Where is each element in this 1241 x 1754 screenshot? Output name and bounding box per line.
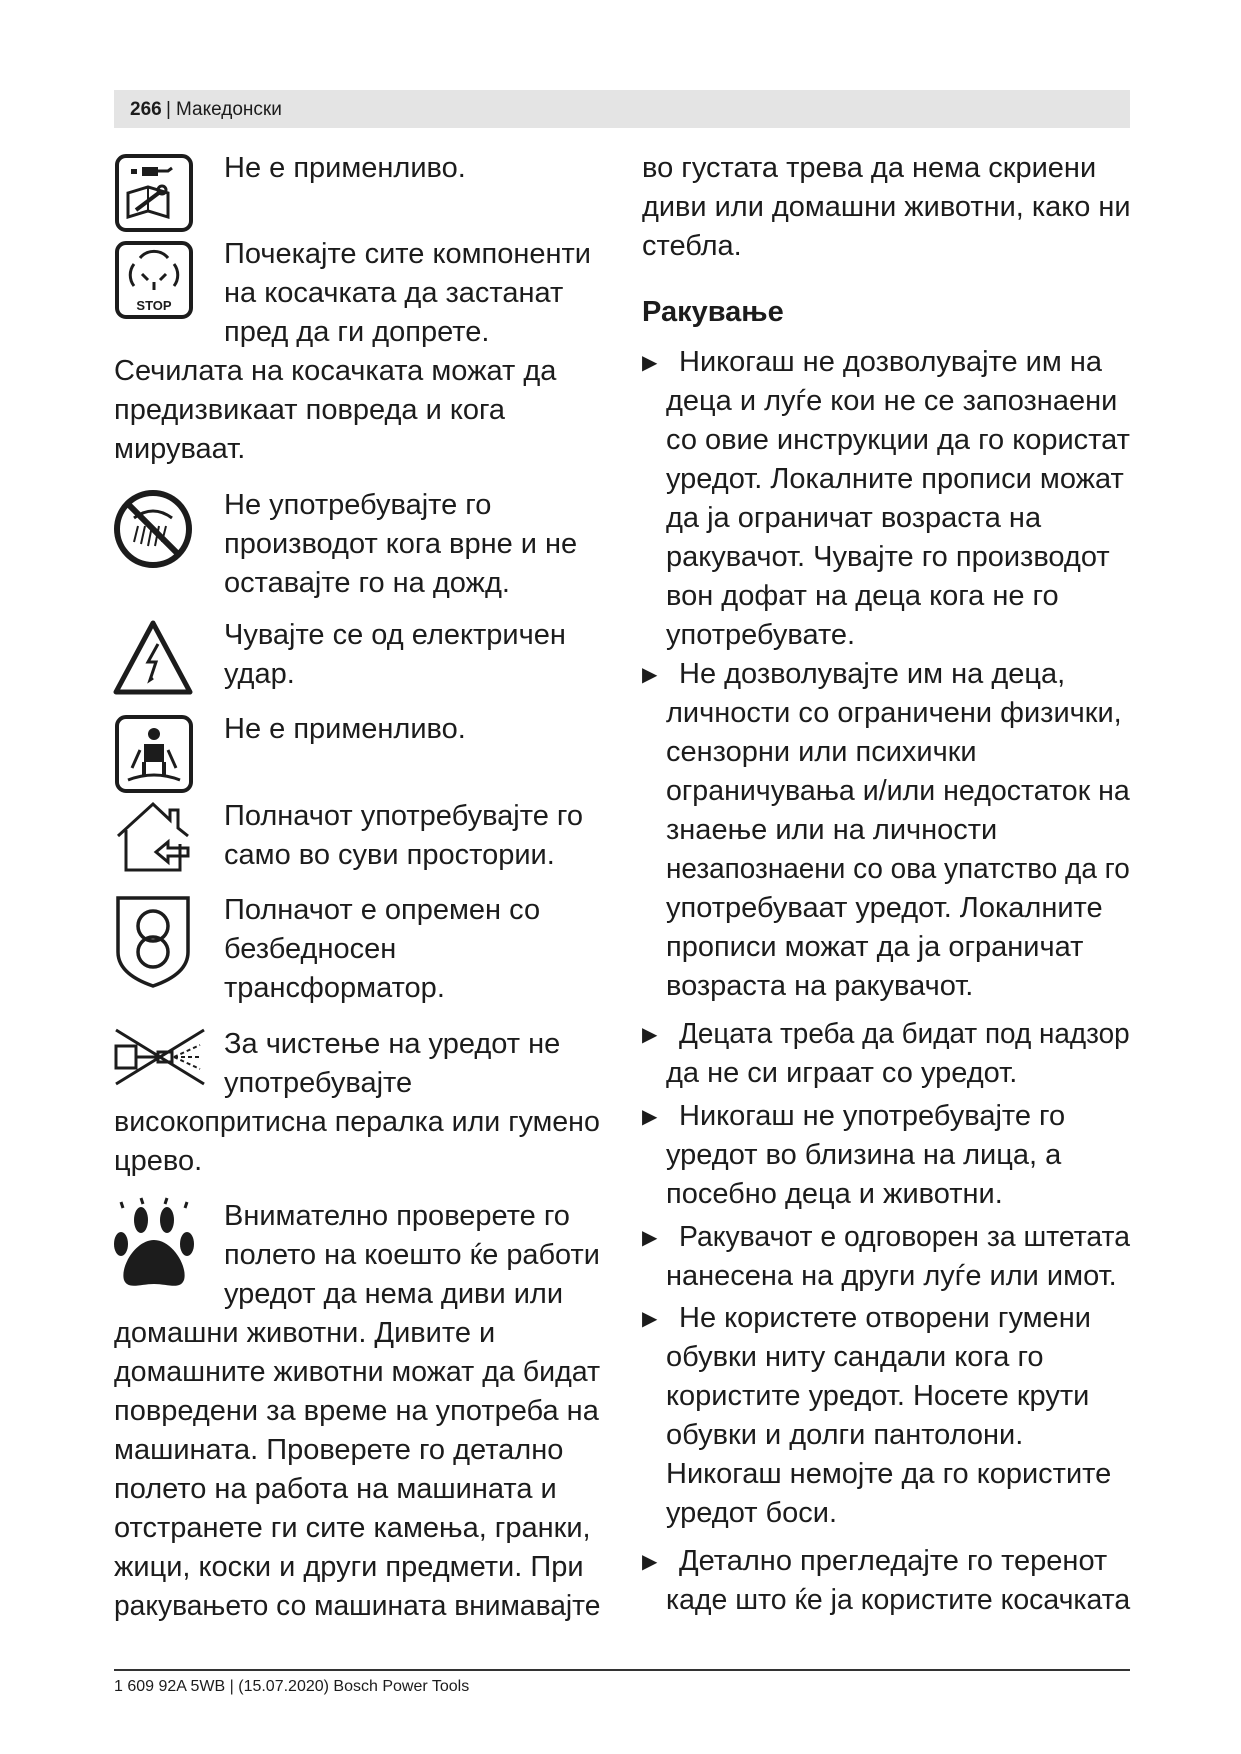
item2-line1: Почекајте сите компоненти	[224, 238, 592, 270]
item5-line1: Не е применливо.	[224, 713, 466, 745]
b2-line4: ограничувања и/или недостаток на	[666, 775, 1130, 807]
b6-line6: уредот боси.	[666, 1497, 838, 1529]
bullet-marker: ▶	[642, 1227, 658, 1249]
b6-line1: Не користете отворени гумени	[679, 1302, 1091, 1334]
stop-label: STOP	[136, 298, 172, 313]
b4-line2: уредот во близина на лица, а	[666, 1139, 1062, 1171]
b1-line8: употребувате.	[666, 619, 856, 651]
item9-line1: Внимателно проверете го	[224, 1200, 570, 1232]
b2-line8: прописи можат да ја ограничат	[666, 931, 1084, 963]
item9-line2: полето на коешто ќе работи	[224, 1239, 600, 1271]
b1-line2: деца и луѓе кои не се запознаени	[666, 385, 1118, 417]
item2-line6: мируваат.	[114, 433, 246, 465]
electric-shock-warning-icon	[112, 618, 194, 698]
no-pressure-washer-icon	[112, 1026, 208, 1088]
footer-text: 1 609 92A 5WB | (15.07.2020) Bosch Power Tools	[114, 1678, 470, 1695]
intro-line3: стебла.	[642, 230, 742, 262]
b2-line3: сензорни или психички	[666, 736, 977, 768]
page-header	[114, 90, 1130, 128]
b2-line9: возраста на ракувачот.	[666, 970, 974, 1002]
item3-line2: производот кога врне и не	[224, 528, 578, 560]
b3-line1: Децата треба да бидат под надзор	[679, 1018, 1130, 1050]
bullet-marker: ▶	[642, 1551, 658, 1573]
item2-line3: пред да ги допрете.	[224, 316, 490, 348]
b6-line2: обувки ниту сандали кога го	[666, 1341, 1044, 1373]
operator-icon	[114, 714, 194, 794]
item9-line6: повредени за време на употреба на	[114, 1395, 599, 1427]
b1-line5: да ја ограничат возраста на	[666, 502, 1042, 534]
item4-line1: Чувајте се од електричен	[224, 619, 566, 651]
indoor-use-icon	[112, 800, 194, 874]
bullet-marker: ▶	[642, 1308, 658, 1330]
header-separator: |	[166, 99, 171, 120]
b6-line5: Никогаш немојте да го користите	[666, 1458, 1112, 1490]
item7-line3: трансформатор.	[224, 972, 445, 1004]
manual-wrench-icon	[114, 153, 194, 233]
b7-line2: каде што ќе ја користите косачката	[666, 1584, 1131, 1616]
item8-line3: високопритисна пералка или гумено	[114, 1106, 600, 1138]
bullet-marker: ▶	[642, 1024, 658, 1046]
item1-line1: Не е применливо.	[224, 152, 466, 184]
section-heading: Ракување	[642, 296, 784, 328]
no-rain-icon	[112, 488, 194, 570]
item9-line7: машината. Проверете го детално	[114, 1434, 564, 1466]
item2-line2: на косачката да застанат	[224, 277, 564, 309]
b7-line1: Детално прегледајте го теренот	[679, 1545, 1108, 1577]
b5-line1: Ракувачот е одговорен за штетата	[679, 1221, 1130, 1253]
b1-line6: ракувачот. Чувајте го производот	[666, 541, 1110, 573]
bullet-marker: ▶	[642, 1106, 658, 1128]
bullet-marker: ▶	[642, 664, 658, 686]
item2-line5: предизвикаат повреда и кога	[114, 394, 506, 426]
header-language: Македонски	[176, 99, 282, 120]
item6-line1: Полначот употребувајте го	[224, 800, 583, 832]
b4-line1: Никогаш не употребувајте го	[679, 1100, 1066, 1132]
item7-line1: Полначот е опремен со	[224, 894, 541, 926]
footer-rule	[114, 1669, 1130, 1671]
item9-line10: жици, коски и други предмети. При	[114, 1551, 584, 1583]
item7-line2: безбедносен	[224, 933, 397, 965]
b4-line3: посебно деца и животни.	[666, 1178, 1003, 1210]
b2-line2: личности со ограничени физички,	[666, 697, 1122, 729]
item9-line4: домашни животни. Дивите и	[114, 1317, 496, 1349]
safety-transformer-icon	[112, 892, 194, 990]
page-number: 266	[130, 99, 162, 120]
animal-paw-icon	[110, 1196, 198, 1290]
b2-line6: незапознаени со ова упатство да го	[666, 853, 1130, 885]
item8-line4: црево.	[114, 1145, 203, 1177]
bullet-marker: ▶	[642, 352, 658, 374]
b3-line2: да не си играат со уредот.	[666, 1057, 1018, 1089]
b2-line5: знаење или на личности	[666, 814, 998, 846]
item8-line1: За чистење на уредот не	[224, 1028, 561, 1060]
item6-line2: само во суви простории.	[224, 839, 555, 871]
item3-line1: Не употребувајте го	[224, 489, 492, 521]
item9-line8: полето на работа на машината и	[114, 1473, 557, 1505]
b6-line4: обувки и долги пантолони.	[666, 1419, 1024, 1451]
intro-line2: диви или домашни животни, како ни	[642, 191, 1131, 223]
intro-line1: во густата трева да нема скриени	[642, 152, 1097, 184]
item9-line5: домашните животни можат да бидат	[114, 1356, 601, 1388]
b2-line7: употребуваат уредот. Локалните	[666, 892, 1103, 924]
b6-line3: користите уредот. Носете крути	[666, 1380, 1090, 1412]
item9-line11: ракувањето со машината внимавајте	[114, 1590, 601, 1622]
item3-line3: оставајте го на дожд.	[224, 567, 510, 599]
item8-line2: употребувајте	[224, 1067, 413, 1099]
item2-line4: Сечилата на косачката можат да	[114, 355, 557, 387]
b1-line7: вон дофат на деца кога не го	[666, 580, 1059, 612]
b5-line2: нанесена на други луѓе или имот.	[666, 1260, 1117, 1292]
b2-line1: Не дозволувајте им на деца,	[679, 658, 1066, 690]
b1-line4: уредот. Локалните прописи можат	[666, 463, 1124, 495]
b1-line1: Никогаш не дозволувајте им на	[679, 346, 1103, 378]
item9-line3: уредот да нема диви или	[224, 1278, 564, 1310]
item4-line2: удар.	[224, 658, 295, 690]
b1-line3: со овие инструкции да го користат	[666, 424, 1130, 456]
stop-rotation-icon	[114, 240, 194, 320]
item9-line9: отстранете ги сите камења, гранки,	[114, 1512, 591, 1544]
